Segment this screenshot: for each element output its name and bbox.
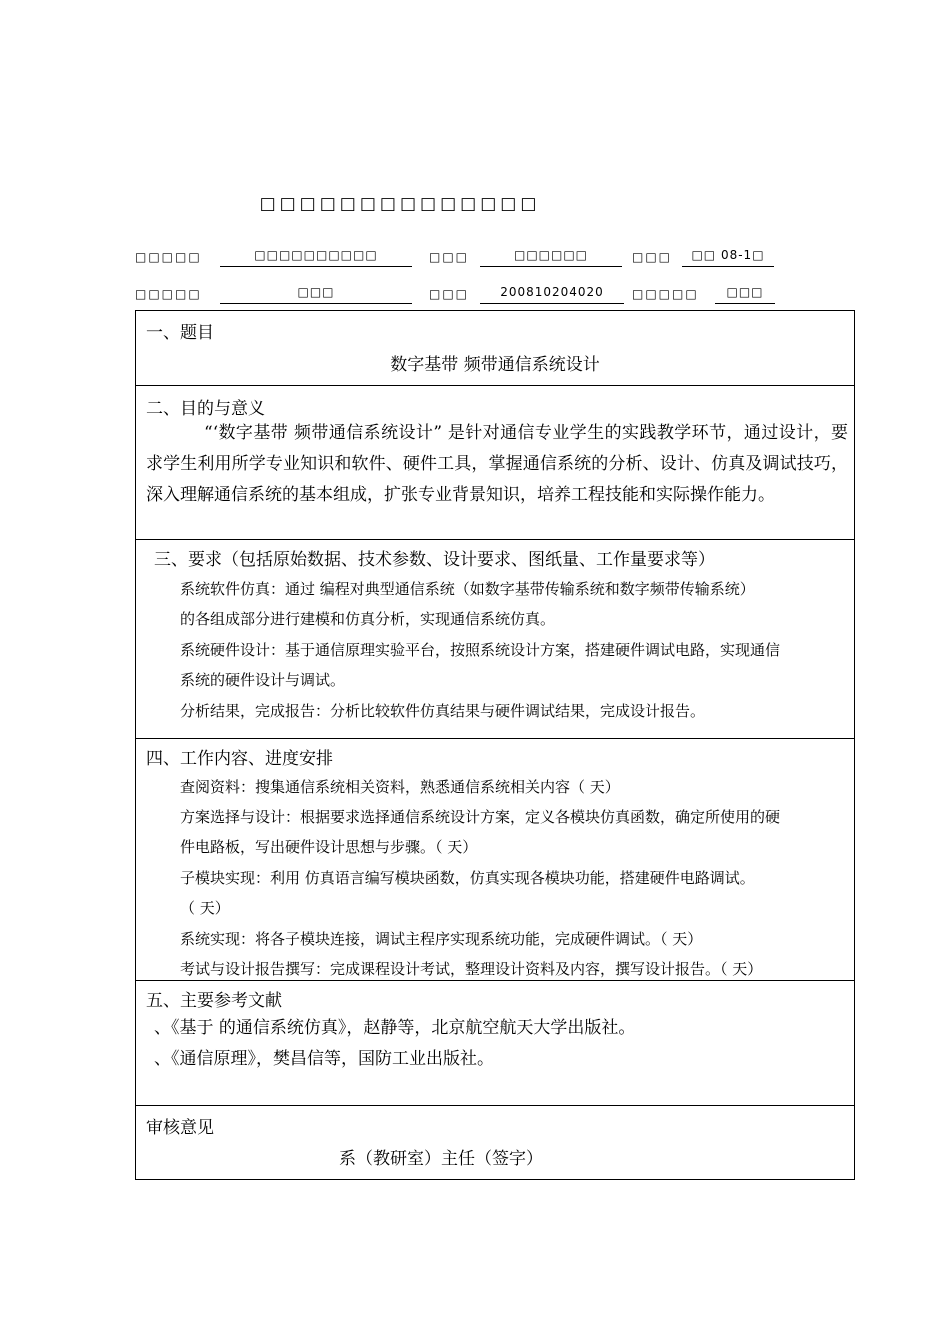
info-row-2 [135,285,855,307]
schedule-line: 查阅资料：搜集通信系统相关资料，熟悉通信系统相关内容（ 天） [180,778,620,796]
requirement-line: 分析结果，完成报告：分析比较软件仿真结果与硬件调试结果，完成设计报告。 [180,702,706,720]
section-references [136,981,854,1106]
info-label: □□□ [429,287,470,301]
student-id: 200810204020 [480,285,624,304]
section-heading: 一、题目 [146,323,214,343]
info-value: □□□ [715,285,775,304]
info-label: □□□□□ [135,287,202,301]
section-requirements [136,540,854,739]
reference-item: 、《通信原理》，樊昌信等，国防工业出版社。 [154,1049,494,1069]
topic-text: 数字基带 频带通信系统设计 [390,355,600,375]
requirement-line: 的各组成部分进行建模和仿真分析，实现通信系统仿真。 [180,610,556,628]
info-label: □□□ [632,250,673,264]
section-heading: 四、工作内容、进度安排 [146,749,333,769]
requirement-line: 系统的硬件设计与调试。 [180,671,346,689]
requirement-line: 系统硬件设计：基于通信原理实验平台，按照系统设计方案，搭建硬件调试电路，实现通信 [180,641,781,659]
section-topic [136,311,854,386]
requirement-line: 系统软件仿真：通过 编程对典型通信系统（如数字基带传输系统和数字频带传输系统） [180,580,755,598]
page-title: □□□□□□□□□□□□□□ [259,194,541,214]
section-review [136,1106,854,1179]
signature-label: 系（教研室）主任（签字） [339,1149,543,1169]
info-value: □□ 08-1□ [682,248,774,267]
info-label: □□□□□ [632,287,699,301]
info-label: □□□ [429,250,470,264]
schedule-line: 方案选择与设计：根据要求选择通信系统设计方案，定义各模块仿真函数，确定所使用的硬 [180,808,781,826]
section-heading: 五、主要参考文献 [146,991,282,1011]
schedule-line: （ 天） [180,899,230,917]
schedule-line: 系统实现：将各子模块连接，调试主程序实现系统功能，完成硬件调试。（ 天） [180,930,703,948]
schedule-line: 考试与设计报告撰写：完成课程设计考试，整理设计资料及内容，撰写设计报告。（ 天） [180,960,763,978]
task-table [135,310,855,1180]
reference-item: 、《基于 的通信系统仿真》，赵静等，北京航空航天大学出版社。 [154,1018,636,1038]
schedule-line: 件电路板，写出硬件设计思想与步骤。（ 天） [180,838,478,856]
info-value: □□□□□□ [480,248,622,267]
section-heading: 三、要求（包括原始数据、技术参数、设计要求、图纸量、工作量要求等） [154,550,715,570]
section-purpose [136,386,854,540]
purpose-text: “‘数字基带 频带通信系统设计” 是针对通信专业学生的实践教学环节，通过设计，要求学生利用所学专业知识和软件、硬件工具，掌握通信系统的分析、设计、仿真及调试技巧，深入理解通信系统的基本组成，扩张专业背景知识，培养工程技能和实际操作能力。 [146,423,848,505]
info-value: □□□ [220,285,412,304]
info-value: □□□□□□□□□□ [220,248,412,267]
info-row-1 [135,248,855,270]
section-heading: 二、目的与意义 [146,399,265,419]
section-schedule [136,739,854,981]
info-label: □□□□□ [135,250,202,264]
section-heading: 审核意见 [146,1118,214,1138]
schedule-line: 子模块实现：利用 仿真语言编写模块函数，仿真实现各模块功能，搭建硬件电路调试。 [180,869,755,887]
